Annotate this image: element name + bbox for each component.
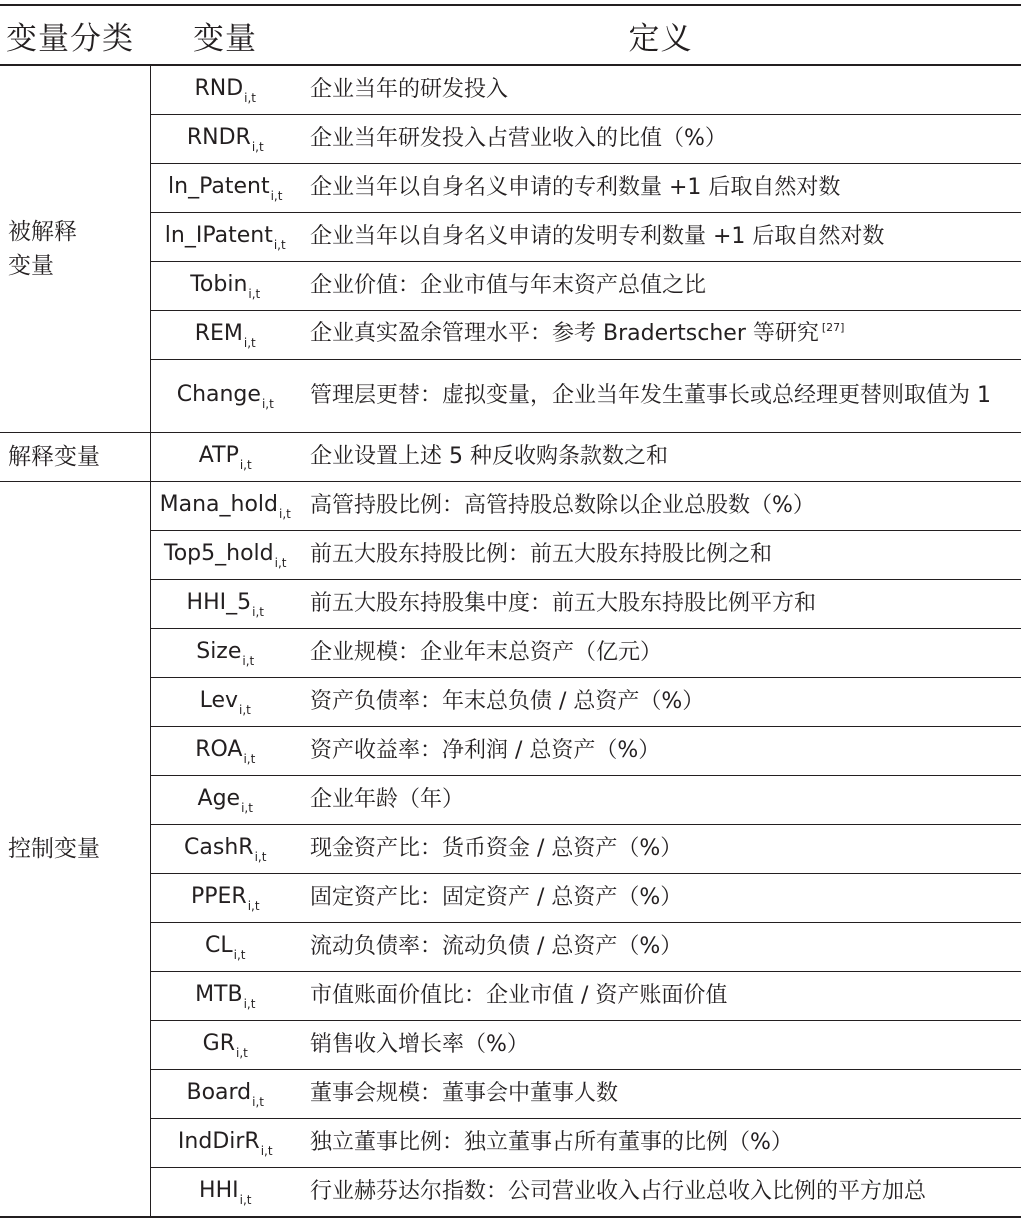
table-row xyxy=(0,825,1021,874)
variable-name: MTB xyxy=(195,982,243,1007)
definition-text: 企业真实盈余管理水平：参考 Bradertscher 等研究 xyxy=(310,320,819,346)
table-row xyxy=(0,874,1021,923)
definition-cell: 高管持股比例：高管持股总数除以企业总股数（%） xyxy=(300,482,1021,531)
definition-cell: 企业设置上述 5 种反收购条款数之和 xyxy=(300,433,1021,482)
header-variable: 变量 xyxy=(150,5,300,65)
variable-cell xyxy=(150,874,300,923)
table-row xyxy=(0,1119,1021,1168)
header-definition: 定义 xyxy=(300,5,1021,65)
variable-name: Size xyxy=(196,639,242,664)
variable-cell xyxy=(150,115,300,164)
category-cell-explanatory: 解释变量 xyxy=(0,433,150,482)
variable-definition-table xyxy=(0,4,1021,1218)
variable-cell xyxy=(150,1119,300,1168)
variable-subscript: i,t xyxy=(247,899,260,913)
table-row xyxy=(0,972,1021,1021)
table-row xyxy=(0,580,1021,629)
table-row xyxy=(0,531,1021,580)
variable-subscript: i,t xyxy=(233,948,246,962)
variable-cell xyxy=(150,65,300,115)
definition-cell: 资产收益率：净利润 / 总资产（%） xyxy=(300,727,1021,776)
table-row xyxy=(0,678,1021,727)
variable-cell xyxy=(150,629,300,678)
header-category: 变量分类 xyxy=(0,5,150,65)
variable-name: ln_IPatent xyxy=(164,223,273,248)
variable-cell xyxy=(150,825,300,874)
variable-subscript: i,t xyxy=(239,703,251,717)
variable-subscript: i,t xyxy=(242,654,255,668)
variable-cell xyxy=(150,213,300,262)
variable-name: RND xyxy=(194,76,244,101)
definition-cell: 管理层更替：虚拟变量，企业当年发生董事长或总经理更替则取值为 1 xyxy=(300,360,1021,433)
variable-subscript: i,t xyxy=(279,507,291,521)
variable-name: IndDirR xyxy=(177,1129,260,1154)
definition-cell: 市值账面价值比：企业市值 / 资产账面价值 xyxy=(300,972,1021,1021)
variable-subscript: i,t xyxy=(243,752,256,766)
table-row xyxy=(0,1070,1021,1119)
variable-subscript: i,t xyxy=(261,397,274,411)
table-row xyxy=(0,1168,1021,1218)
definition-cell: 现金资产比：货币资金 / 总资产（%） xyxy=(300,825,1021,874)
variable-subscript: i,t xyxy=(274,556,287,570)
variable-name: CashR xyxy=(184,835,254,860)
variable-name: Top5_hold xyxy=(164,541,274,566)
table-row xyxy=(0,776,1021,825)
variable-cell xyxy=(150,678,300,727)
definition-cell: 固定资产比：固定资产 / 总资产（%） xyxy=(300,874,1021,923)
table-row xyxy=(0,1021,1021,1070)
variable-cell xyxy=(150,482,300,531)
variable-cell xyxy=(150,164,300,213)
definition-cell: 企业当年以自身名义申请的发明专利数量 +1 后取自然对数 xyxy=(300,213,1021,262)
variable-cell xyxy=(150,311,300,360)
table-row xyxy=(0,360,1021,433)
table-row xyxy=(0,65,1021,115)
variable-subscript: i,t xyxy=(251,140,264,154)
table-row xyxy=(0,213,1021,262)
variable-subscript: i,t xyxy=(260,1144,273,1158)
citation-reference: [27] xyxy=(821,320,845,334)
variable-cell xyxy=(150,531,300,580)
table-row xyxy=(0,923,1021,972)
variable-subscript: i,t xyxy=(270,189,283,203)
variable-name: RNDR xyxy=(186,125,251,150)
variable-cell xyxy=(150,360,300,433)
variable-subscript: i,t xyxy=(252,1095,265,1109)
table-row xyxy=(0,482,1021,531)
variable-subscript: i,t xyxy=(252,605,264,619)
table-row xyxy=(0,433,1021,482)
variable-subscript: i,t xyxy=(243,336,256,350)
definition-cell: 行业赫芬达尔指数：公司营业收入占行业总收入比例的平方加总 xyxy=(300,1168,1021,1218)
variable-name: PPER xyxy=(190,884,247,909)
variable-name: REM xyxy=(194,321,243,346)
table-row xyxy=(0,115,1021,164)
variable-subscript: i,t xyxy=(244,91,257,105)
variable-name: ln_Patent xyxy=(168,174,270,199)
variable-name: Board xyxy=(186,1080,252,1105)
definition-cell: 前五大股东持股比例：前五大股东持股比例之和 xyxy=(300,531,1021,580)
variable-cell xyxy=(150,1168,300,1218)
table-row xyxy=(0,164,1021,213)
variable-name: HHI xyxy=(199,1178,239,1203)
variable-subscript: i,t xyxy=(235,1046,248,1060)
definition-cell: 企业价值：企业市值与年末资产总值之比 xyxy=(300,262,1021,311)
variable-cell xyxy=(150,972,300,1021)
variable-name: GR xyxy=(202,1031,235,1056)
definition-cell xyxy=(300,311,1021,360)
variable-subscript: i,t xyxy=(248,287,261,301)
variable-subscript: i,t xyxy=(254,850,267,864)
variable-name: Tobin xyxy=(190,272,248,297)
definition-cell: 企业当年以自身名义申请的专利数量 +1 后取自然对数 xyxy=(300,164,1021,213)
definition-cell: 前五大股东持股集中度：前五大股东持股比例平方和 xyxy=(300,580,1021,629)
variable-name: ATP xyxy=(198,443,239,468)
table-row xyxy=(0,727,1021,776)
variable-subscript: i,t xyxy=(273,238,286,252)
variable-cell xyxy=(150,580,300,629)
variable-cell xyxy=(150,923,300,972)
variable-subscript: i,t xyxy=(239,458,252,472)
variable-name: Age xyxy=(197,786,241,811)
variable-subscript: i,t xyxy=(239,1193,252,1207)
definition-cell: 企业当年研发投入占营业收入的比值（%） xyxy=(300,115,1021,164)
variable-cell xyxy=(150,727,300,776)
definition-cell: 资产负债率：年末总负债 / 总资产（%） xyxy=(300,678,1021,727)
definition-cell: 企业当年的研发投入 xyxy=(300,65,1021,115)
variable-name: Mana_hold xyxy=(159,492,278,517)
definition-cell: 独立董事比例：独立董事占所有董事的比例（%） xyxy=(300,1119,1021,1168)
variable-name: Change xyxy=(176,382,261,407)
definition-cell: 董事会规模：董事会中董事人数 xyxy=(300,1070,1021,1119)
header-row xyxy=(0,5,1021,65)
variable-cell xyxy=(150,262,300,311)
category-cell-control: 控制变量 xyxy=(0,482,150,1218)
definition-cell: 流动负债率：流动负债 / 总资产（%） xyxy=(300,923,1021,972)
variable-name: HHI_5 xyxy=(186,590,252,615)
category-cell-dependent: 被解释变量 xyxy=(0,65,150,433)
variable-subscript: i,t xyxy=(241,801,253,815)
variable-name: ROA xyxy=(195,737,243,762)
definition-cell: 企业规模：企业年末总资产（亿元） xyxy=(300,629,1021,678)
table-row xyxy=(0,629,1021,678)
table-row xyxy=(0,311,1021,360)
variable-name: Lev xyxy=(199,688,239,713)
variable-cell xyxy=(150,433,300,482)
variable-cell xyxy=(150,1070,300,1119)
variable-name: CL xyxy=(205,933,233,958)
variable-cell xyxy=(150,1021,300,1070)
definition-cell: 销售收入增长率（%） xyxy=(300,1021,1021,1070)
variable-subscript: i,t xyxy=(243,997,256,1011)
table-row xyxy=(0,262,1021,311)
variable-cell xyxy=(150,776,300,825)
definition-cell: 企业年龄（年） xyxy=(300,776,1021,825)
